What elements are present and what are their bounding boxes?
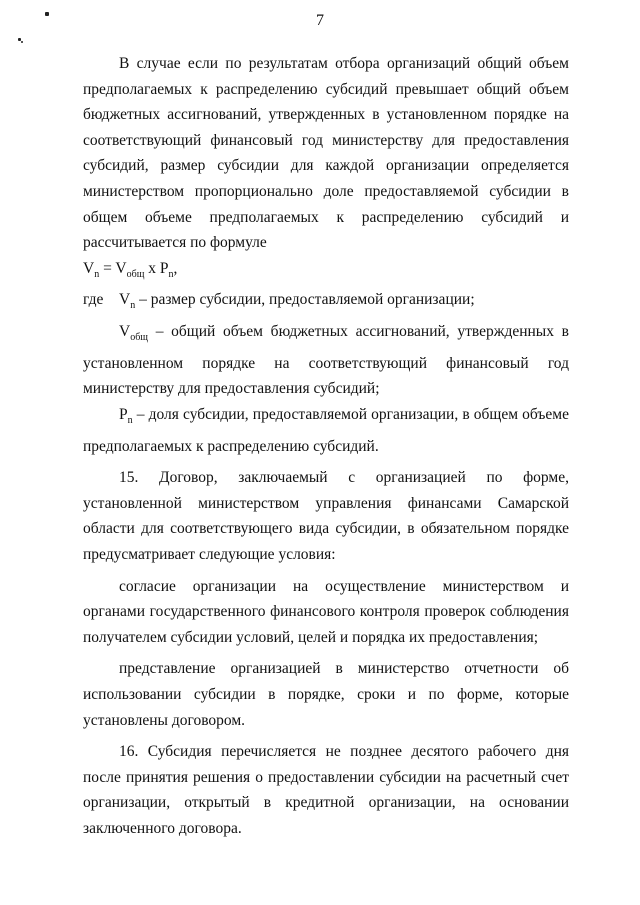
definition-vobsh: $V_{общ}$ – общий объем бюджетных ассигнований, утвержденных в установленном порядке на соответствующий финансовый год министерству для предоставления субсидий;	[83, 323, 569, 398]
paragraph-15: 15. Договор, заключаемый с организацией по форме, установленной министерством управления финансами Самарской области для соответствующего вида субсидии, в обязательном порядке предусматривает следующие условия:	[83, 469, 569, 564]
scan-artifact	[21, 41, 23, 43]
paragraph-15-condition-a: согласие организации на осуществление министерством и органами государственного финансового контроля проверок соблюдения получателем субсидии условий, целей и порядка их предоставления;	[83, 577, 569, 646]
document-body	[83, 51, 569, 842]
paragraph-15-condition-b: представление организацией в министерство отчетности об использовании субсидии в порядке, сроки и по форме, которые установлены договором.	[83, 660, 569, 729]
formula: $V_n = V_{общ}$ x $P_n$,	[83, 259, 178, 280]
paragraph-case: В случае если по результатам отбора организаций общий объем предполагаемых к распределению субсидий превышает общий объем бюджетных ассигнований, утвержденных в установленном порядке на соответствующий финансовый год министерству для предоставления субсидий, размер субсидии для каждой организации определяется министерством пропорционально доле предоставляемой субсидии в общем объеме предполагаемых к распределению субсидий и рассчитывается по формуле	[83, 55, 569, 252]
definition-vn: где $V_n$ – размер субсидии, предоставляемой организации;	[83, 287, 569, 319]
page-number: 7	[316, 12, 324, 29]
where-label: где	[83, 291, 104, 309]
paragraph-16: 16. Субсидия перечисляется не позднее десятого рабочего дня после принятия решения о предоставлении субсидии на расчетный счет организации, открытый в кредитной организации, на основании заключенного договора.	[83, 743, 569, 837]
definition-pn: $P_n$ – доля субсидии, предоставляемой организации, в общем объеме предполагаемых к распределению субсидий.	[83, 406, 569, 455]
